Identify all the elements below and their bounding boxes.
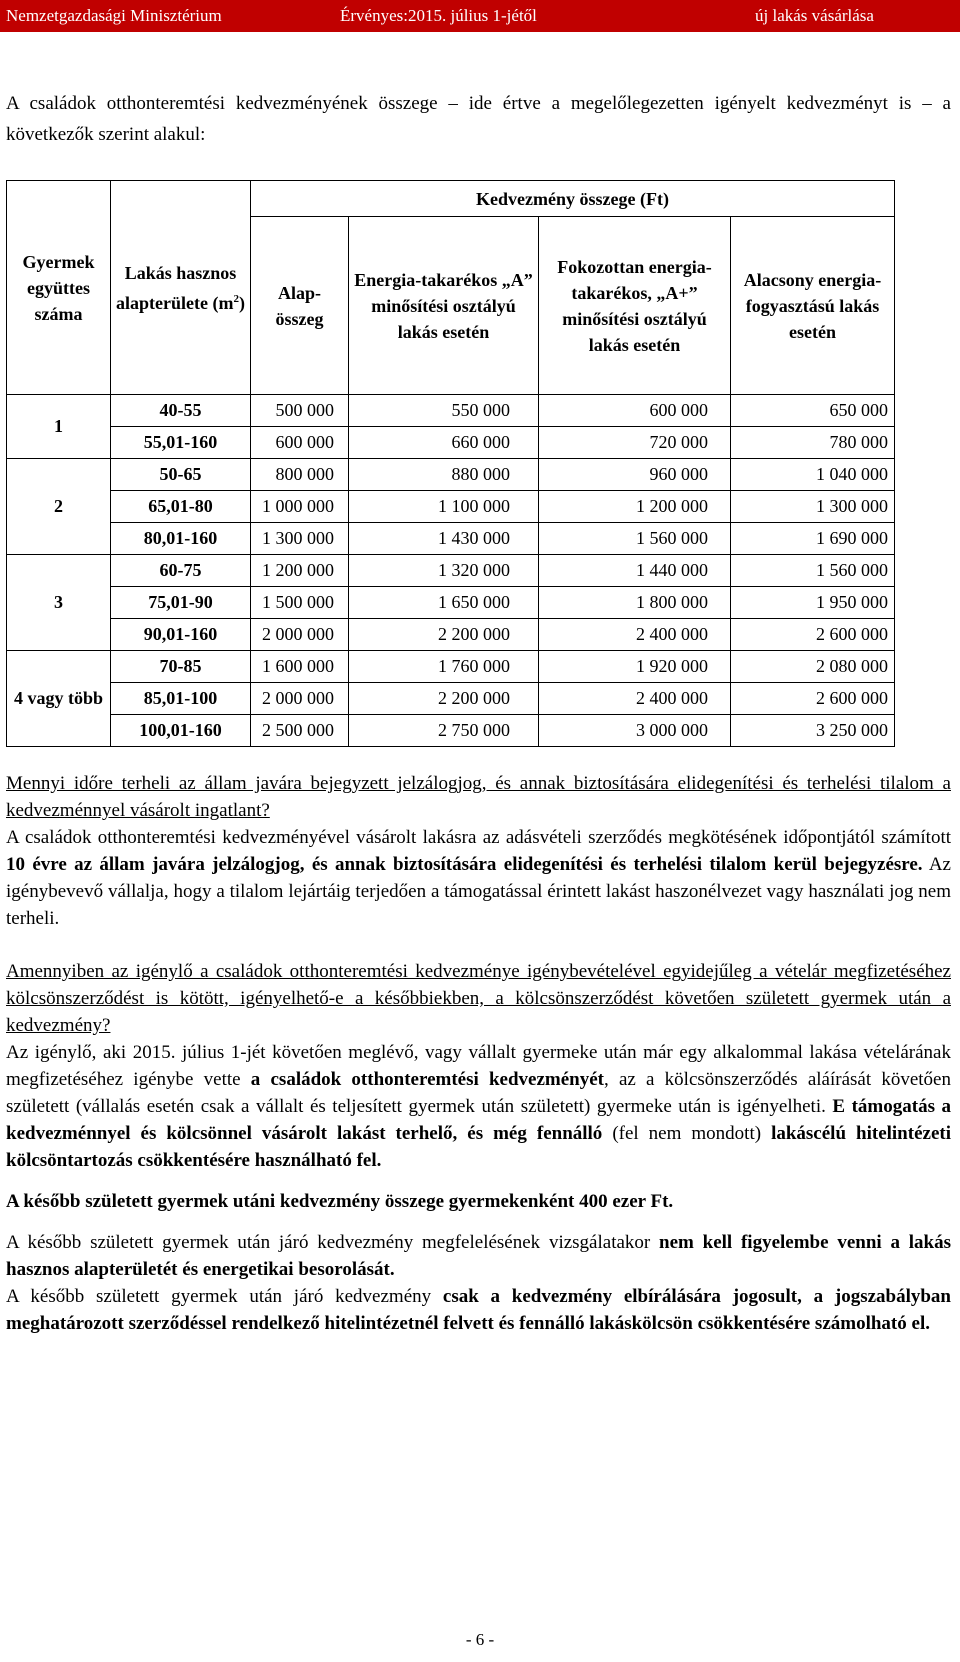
page-number: - 6 - (465, 1630, 495, 1649)
amount-cell: 600 000 (539, 395, 731, 427)
area-range-cell: 40-55 (111, 395, 251, 427)
area-range-cell: 75,01-90 (111, 587, 251, 619)
area-range-cell: 50-65 (111, 459, 251, 491)
header-class-a: Energia-takarékos „A” minősítési osztályú lakás esetén (349, 217, 539, 395)
header-validity: Érvényes:2015. július 1-jétől (340, 6, 537, 25)
area-range-cell: 90,01-160 (111, 619, 251, 651)
amount-cell: 800 000 (251, 459, 349, 491)
amount-cell: 780 000 (731, 427, 895, 459)
amount-cell: 2 400 000 (539, 683, 731, 715)
amount-cell: 3 250 000 (731, 715, 895, 747)
amount-cell: 1 100 000 (349, 491, 539, 523)
amount-cell: 660 000 (349, 427, 539, 459)
amount-cell: 1 320 000 (349, 555, 539, 587)
amount-cell: 1 440 000 (539, 555, 731, 587)
amount-cell: 2 000 000 (251, 683, 349, 715)
document-header (0, 0, 960, 32)
amount-cell: 550 000 (349, 395, 539, 427)
amount-cell: 1 500 000 (251, 587, 349, 619)
header-children-count: Gyermek együttes száma (7, 181, 111, 395)
amount-cell: 2 400 000 (539, 619, 731, 651)
area-range-cell: 80,01-160 (111, 523, 251, 555)
amount-cell: 1 200 000 (251, 555, 349, 587)
note-area-not-considered: A később született gyermek után járó kedvezmény megfelelésének vizsgálatakor nem kell figyelembe venni a lakás hasznos alapterületét és energetikai besorolását. (6, 1232, 951, 1280)
amount-cell: 1 600 000 (251, 651, 349, 683)
amount-cell: 960 000 (539, 459, 731, 491)
area-range-cell: 55,01-160 (111, 427, 251, 459)
question-mortgage-duration: Mennyi időre terheli az állam javára bejegyzett jelzálogjog, és annak biztosítására elidegenítési és terhelési tilalom a kedvezménnyel vásárolt ingatlant? (6, 773, 951, 821)
note-later-child-amount: A később született gyermek utáni kedvezmény összege gyermekenként 400 ezer Ft. (6, 1191, 674, 1212)
header-topic: új lakás vásárlása (755, 6, 874, 25)
amount-cell: 1 040 000 (731, 459, 895, 491)
header-floor-area: Lakás hasznos alapterülete $(m^2)$ (111, 181, 251, 395)
question-later-child: Amennyiben az igénylő a családok otthonteremtési kedvezménye igénybevételével egyidejűleg a vételár megfizetéséhez kölcsönszerződést is kötött, igényelhető-e a későbbiekben, a kölcsönszerződést követően született gyermek után a kedvezmény? (6, 961, 951, 1036)
children-count-cell: 4 vagy több (7, 651, 111, 747)
amount-cell: 3 000 000 (539, 715, 731, 747)
answer-later-child: Az igénylő, aki 2015. július 1-jét követően meglévő, vagy vállalt gyermeke után már egy alkalommal lakása vételárának megfizetéséhez igénybe vette a családok otthonteremtési kedvezményét, az a kölcsönszerződés aláírását követően született (vállalás esetén csak a vállalt és teljesített gyermek után született) gyermeke után is igényelheti. E támogatás a kedvezménnyel és kölcsönnel vásárolt lakást terhelő, és még fennálló (fel nem mondott) lakáscélú hitelintézeti kölcsöntartozás csökkentésére használható fel. (6, 1042, 951, 1171)
body-text (6, 770, 951, 1337)
children-count-cell: 1 (7, 395, 111, 459)
amount-cell: 1 560 000 (731, 555, 895, 587)
children-count-cell: 2 (7, 459, 111, 555)
amount-cell: 1 560 000 (539, 523, 731, 555)
area-range-cell: 60-75 (111, 555, 251, 587)
amount-cell: 2 500 000 (251, 715, 349, 747)
amount-cell: 1 920 000 (539, 651, 731, 683)
area-range-cell: 100,01-160 (111, 715, 251, 747)
children-count-cell: 3 (7, 555, 111, 651)
amount-cell: 500 000 (251, 395, 349, 427)
amount-cell: 650 000 (731, 395, 895, 427)
amount-cell: 1 200 000 (539, 491, 731, 523)
area-range-cell: 70-85 (111, 651, 251, 683)
area-range-cell: 85,01-100 (111, 683, 251, 715)
amount-cell: 2 200 000 (349, 683, 539, 715)
amount-cell: 720 000 (539, 427, 731, 459)
amount-cell: 2 750 000 (349, 715, 539, 747)
amount-cell: 1 650 000 (349, 587, 539, 619)
amount-cell: 1 800 000 (539, 587, 731, 619)
amount-cell: 1 300 000 (251, 523, 349, 555)
header-low-energy: Alacsony energia-fogyasztású lakás esetén (731, 217, 895, 395)
amount-cell: 1 760 000 (349, 651, 539, 683)
intro-paragraph: A családok otthonteremtési kedvezményének összege – ide értve a megelőlegezetten igényelt kedvezményt is – a következők szerint alakul: (6, 93, 951, 145)
area-range-cell: 65,01-80 (111, 491, 251, 523)
amount-cell: 600 000 (251, 427, 349, 459)
amount-cell: 1 690 000 (731, 523, 895, 555)
note-loan-reduction: A később született gyermek után járó kedvezmény csak a kedvezmény elbírálására jogosult, a jogszabályban meghatározott szerződéssel rendelkező hitelintézetnél felvett és fennálló lakáskölcsön csökkentésére számolható el. (6, 1286, 951, 1334)
header-base-amount: Alap-összeg (251, 217, 349, 395)
header-ministry: Nemzetgazdasági Minisztérium (6, 6, 222, 25)
amount-cell: 1 300 000 (731, 491, 895, 523)
amount-cell: 1 000 000 (251, 491, 349, 523)
header-benefit-amount: Kedvezmény összege (Ft) (251, 181, 895, 217)
amount-cell: 2 200 000 (349, 619, 539, 651)
benefit-table (6, 180, 895, 747)
amount-cell: 1 950 000 (731, 587, 895, 619)
amount-cell: 2 600 000 (731, 619, 895, 651)
answer-mortgage-duration: A családok otthonteremtési kedvezményével vásárolt lakásra az adásvételi szerződés megkötésének időpontjától számított 10 évre az állam javára jelzálogjog, és annak biztosítására elidegenítési és terhelési tilalom kerül bejegyzésre. Az igénybevevő vállalja, hogy a tilalom lejártáig terjedően a támogatással érintett lakást haszonélvezet vagy használati jog nem terheli. (6, 827, 951, 929)
amount-cell: 880 000 (349, 459, 539, 491)
amount-cell: 1 430 000 (349, 523, 539, 555)
amount-cell: 2 000 000 (251, 619, 349, 651)
header-class-a-plus: Fokozottan energia-takarékos, „A+” minősítési osztályú lakás esetén (539, 217, 731, 395)
amount-cell: 2 080 000 (731, 651, 895, 683)
amount-cell: 2 600 000 (731, 683, 895, 715)
